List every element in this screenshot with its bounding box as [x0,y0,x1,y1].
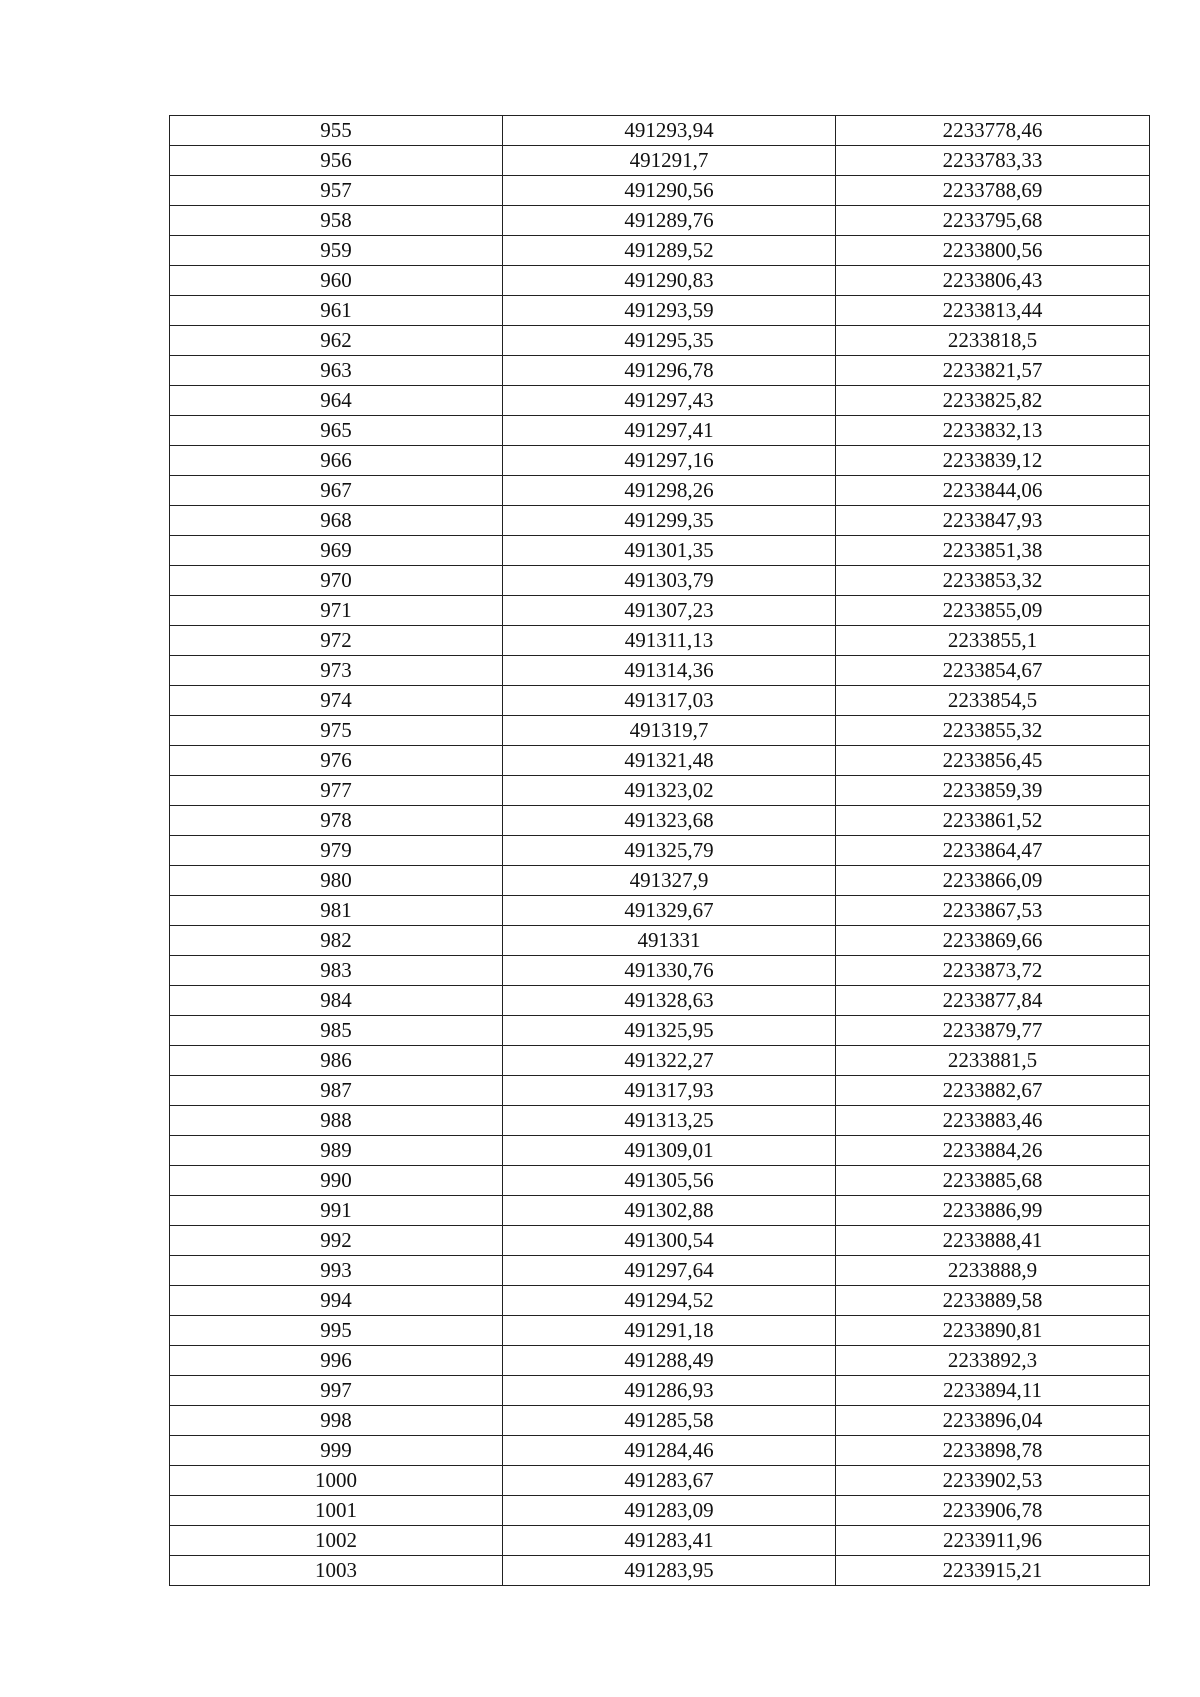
y-coordinate-cell: 2233892,3 [836,1346,1150,1376]
y-coordinate-cell: 2233800,56 [836,236,1150,266]
point-number-cell: 970 [170,566,503,596]
y-coordinate-cell: 2233851,38 [836,536,1150,566]
table-row [170,1046,1150,1076]
x-coordinate-cell: 491297,41 [503,416,836,446]
table-row [170,356,1150,386]
y-coordinate-cell: 2233915,21 [836,1556,1150,1586]
table-row [170,1526,1150,1556]
y-coordinate-cell: 2233883,46 [836,1106,1150,1136]
y-coordinate-cell: 2233881,5 [836,1046,1150,1076]
point-number-cell: 979 [170,836,503,866]
point-number-cell: 986 [170,1046,503,1076]
table-row [170,446,1150,476]
table-row [170,1016,1150,1046]
point-number-cell: 969 [170,536,503,566]
x-coordinate-cell: 491289,52 [503,236,836,266]
x-coordinate-cell: 491296,78 [503,356,836,386]
point-number-cell: 955 [170,116,503,146]
x-coordinate-cell: 491283,67 [503,1466,836,1496]
y-coordinate-cell: 2233867,53 [836,896,1150,926]
point-number-cell: 964 [170,386,503,416]
table-row [170,1256,1150,1286]
x-coordinate-cell: 491319,7 [503,716,836,746]
point-number-cell: 987 [170,1076,503,1106]
table-row [170,506,1150,536]
x-coordinate-cell: 491302,88 [503,1196,836,1226]
x-coordinate-cell: 491330,76 [503,956,836,986]
table-row [170,986,1150,1016]
table-row [170,626,1150,656]
table-row [170,926,1150,956]
y-coordinate-cell: 2233886,99 [836,1196,1150,1226]
table-row [170,536,1150,566]
y-coordinate-cell: 2233783,33 [836,146,1150,176]
x-coordinate-cell: 491297,16 [503,446,836,476]
y-coordinate-cell: 2233866,09 [836,866,1150,896]
point-number-cell: 966 [170,446,503,476]
table-row [170,686,1150,716]
y-coordinate-cell: 2233879,77 [836,1016,1150,1046]
x-coordinate-cell: 491305,56 [503,1166,836,1196]
y-coordinate-cell: 2233884,26 [836,1136,1150,1166]
point-number-cell: 976 [170,746,503,776]
y-coordinate-cell: 2233882,67 [836,1076,1150,1106]
point-number-cell: 977 [170,776,503,806]
table-row [170,566,1150,596]
y-coordinate-cell: 2233818,5 [836,326,1150,356]
y-coordinate-cell: 2233855,09 [836,596,1150,626]
y-coordinate-cell: 2233856,45 [836,746,1150,776]
y-coordinate-cell: 2233821,57 [836,356,1150,386]
y-coordinate-cell: 2233890,81 [836,1316,1150,1346]
point-number-cell: 994 [170,1286,503,1316]
point-number-cell: 959 [170,236,503,266]
x-coordinate-cell: 491293,94 [503,116,836,146]
x-coordinate-cell: 491285,58 [503,1406,836,1436]
x-coordinate-cell: 491300,54 [503,1226,836,1256]
point-number-cell: 978 [170,806,503,836]
table-row [170,116,1150,146]
point-number-cell: 958 [170,206,503,236]
table-row [170,386,1150,416]
point-number-cell: 974 [170,686,503,716]
x-coordinate-cell: 491283,95 [503,1556,836,1586]
point-number-cell: 989 [170,1136,503,1166]
x-coordinate-cell: 491289,76 [503,206,836,236]
point-number-cell: 972 [170,626,503,656]
x-coordinate-cell: 491309,01 [503,1136,836,1166]
table-row [170,1076,1150,1106]
y-coordinate-cell: 2233788,69 [836,176,1150,206]
y-coordinate-cell: 2233885,68 [836,1166,1150,1196]
table-row [170,1406,1150,1436]
x-coordinate-cell: 491321,48 [503,746,836,776]
point-number-cell: 1003 [170,1556,503,1586]
table-row [170,266,1150,296]
table-row [170,1466,1150,1496]
point-number-cell: 983 [170,956,503,986]
x-coordinate-cell: 491294,52 [503,1286,836,1316]
y-coordinate-cell: 2233832,13 [836,416,1150,446]
x-coordinate-cell: 491311,13 [503,626,836,656]
y-coordinate-cell: 2233813,44 [836,296,1150,326]
y-coordinate-cell: 2233839,12 [836,446,1150,476]
point-number-cell: 965 [170,416,503,446]
y-coordinate-cell: 2233847,93 [836,506,1150,536]
x-coordinate-cell: 491297,43 [503,386,836,416]
y-coordinate-cell: 2233854,5 [836,686,1150,716]
point-number-cell: 957 [170,176,503,206]
table-row [170,956,1150,986]
point-number-cell: 990 [170,1166,503,1196]
point-number-cell: 981 [170,896,503,926]
table-row [170,1136,1150,1166]
point-number-cell: 971 [170,596,503,626]
y-coordinate-cell: 2233902,53 [836,1466,1150,1496]
point-number-cell: 995 [170,1316,503,1346]
x-coordinate-cell: 491331 [503,926,836,956]
point-number-cell: 984 [170,986,503,1016]
table-row [170,1556,1150,1586]
y-coordinate-cell: 2233873,72 [836,956,1150,986]
table-row [170,806,1150,836]
x-coordinate-cell: 491317,93 [503,1076,836,1106]
x-coordinate-cell: 491290,83 [503,266,836,296]
y-coordinate-cell: 2233855,1 [836,626,1150,656]
table-row [170,1196,1150,1226]
x-coordinate-cell: 491322,27 [503,1046,836,1076]
point-number-cell: 992 [170,1226,503,1256]
table-row [170,236,1150,266]
table-row [170,1106,1150,1136]
table-row [170,296,1150,326]
table-row [170,176,1150,206]
y-coordinate-cell: 2233898,78 [836,1436,1150,1466]
table-row [170,206,1150,236]
x-coordinate-cell: 491283,09 [503,1496,836,1526]
table-row [170,776,1150,806]
point-number-cell: 1000 [170,1466,503,1496]
point-number-cell: 997 [170,1376,503,1406]
table-row [170,1496,1150,1526]
point-number-cell: 968 [170,506,503,536]
y-coordinate-cell: 2233877,84 [836,986,1150,1016]
x-coordinate-cell: 491299,35 [503,506,836,536]
table-row [170,596,1150,626]
x-coordinate-cell: 491288,49 [503,1346,836,1376]
x-coordinate-cell: 491301,35 [503,536,836,566]
x-coordinate-cell: 491293,59 [503,296,836,326]
table-row [170,896,1150,926]
point-number-cell: 960 [170,266,503,296]
y-coordinate-cell: 2233844,06 [836,476,1150,506]
y-coordinate-cell: 2233855,32 [836,716,1150,746]
table-row [170,746,1150,776]
point-number-cell: 963 [170,356,503,386]
y-coordinate-cell: 2233778,46 [836,116,1150,146]
x-coordinate-cell: 491327,9 [503,866,836,896]
x-coordinate-cell: 491325,95 [503,1016,836,1046]
y-coordinate-cell: 2233869,66 [836,926,1150,956]
y-coordinate-cell: 2233896,04 [836,1406,1150,1436]
y-coordinate-cell: 2233906,78 [836,1496,1150,1526]
table-row [170,1376,1150,1406]
point-number-cell: 956 [170,146,503,176]
x-coordinate-cell: 491290,56 [503,176,836,206]
x-coordinate-cell: 491323,68 [503,806,836,836]
y-coordinate-cell: 2233825,82 [836,386,1150,416]
x-coordinate-cell: 491313,25 [503,1106,836,1136]
x-coordinate-cell: 491329,67 [503,896,836,926]
x-coordinate-cell: 491284,46 [503,1436,836,1466]
x-coordinate-cell: 491283,41 [503,1526,836,1556]
point-number-cell: 998 [170,1406,503,1436]
point-number-cell: 967 [170,476,503,506]
table-row [170,1226,1150,1256]
x-coordinate-cell: 491325,79 [503,836,836,866]
point-number-cell: 961 [170,296,503,326]
point-number-cell: 991 [170,1196,503,1226]
point-number-cell: 993 [170,1256,503,1286]
y-coordinate-cell: 2233853,32 [836,566,1150,596]
point-number-cell: 985 [170,1016,503,1046]
point-number-cell: 1002 [170,1526,503,1556]
coordinates-table-body [170,116,1150,1586]
table-row [170,416,1150,446]
point-number-cell: 988 [170,1106,503,1136]
x-coordinate-cell: 491314,36 [503,656,836,686]
point-number-cell: 980 [170,866,503,896]
point-number-cell: 975 [170,716,503,746]
y-coordinate-cell: 2233911,96 [836,1526,1150,1556]
point-number-cell: 996 [170,1346,503,1376]
x-coordinate-cell: 491291,7 [503,146,836,176]
x-coordinate-cell: 491286,93 [503,1376,836,1406]
x-coordinate-cell: 491317,03 [503,686,836,716]
x-coordinate-cell: 491303,79 [503,566,836,596]
y-coordinate-cell: 2233889,58 [836,1286,1150,1316]
coordinates-table [169,115,1150,1586]
table-row [170,1346,1150,1376]
x-coordinate-cell: 491291,18 [503,1316,836,1346]
table-row [170,716,1150,746]
x-coordinate-cell: 491307,23 [503,596,836,626]
y-coordinate-cell: 2233806,43 [836,266,1150,296]
table-row [170,836,1150,866]
table-row [170,146,1150,176]
table-row [170,476,1150,506]
point-number-cell: 1001 [170,1496,503,1526]
x-coordinate-cell: 491298,26 [503,476,836,506]
x-coordinate-cell: 491297,64 [503,1256,836,1286]
point-number-cell: 982 [170,926,503,956]
table-row [170,1436,1150,1466]
y-coordinate-cell: 2233859,39 [836,776,1150,806]
y-coordinate-cell: 2233888,9 [836,1256,1150,1286]
y-coordinate-cell: 2233795,68 [836,206,1150,236]
point-number-cell: 973 [170,656,503,686]
point-number-cell: 999 [170,1436,503,1466]
x-coordinate-cell: 491295,35 [503,326,836,356]
table-row [170,656,1150,686]
table-row [170,1286,1150,1316]
table-row [170,866,1150,896]
y-coordinate-cell: 2233864,47 [836,836,1150,866]
y-coordinate-cell: 2233888,41 [836,1226,1150,1256]
point-number-cell: 962 [170,326,503,356]
table-row [170,1316,1150,1346]
table-row [170,326,1150,356]
x-coordinate-cell: 491328,63 [503,986,836,1016]
table-row [170,1166,1150,1196]
y-coordinate-cell: 2233861,52 [836,806,1150,836]
y-coordinate-cell: 2233894,11 [836,1376,1150,1406]
x-coordinate-cell: 491323,02 [503,776,836,806]
y-coordinate-cell: 2233854,67 [836,656,1150,686]
